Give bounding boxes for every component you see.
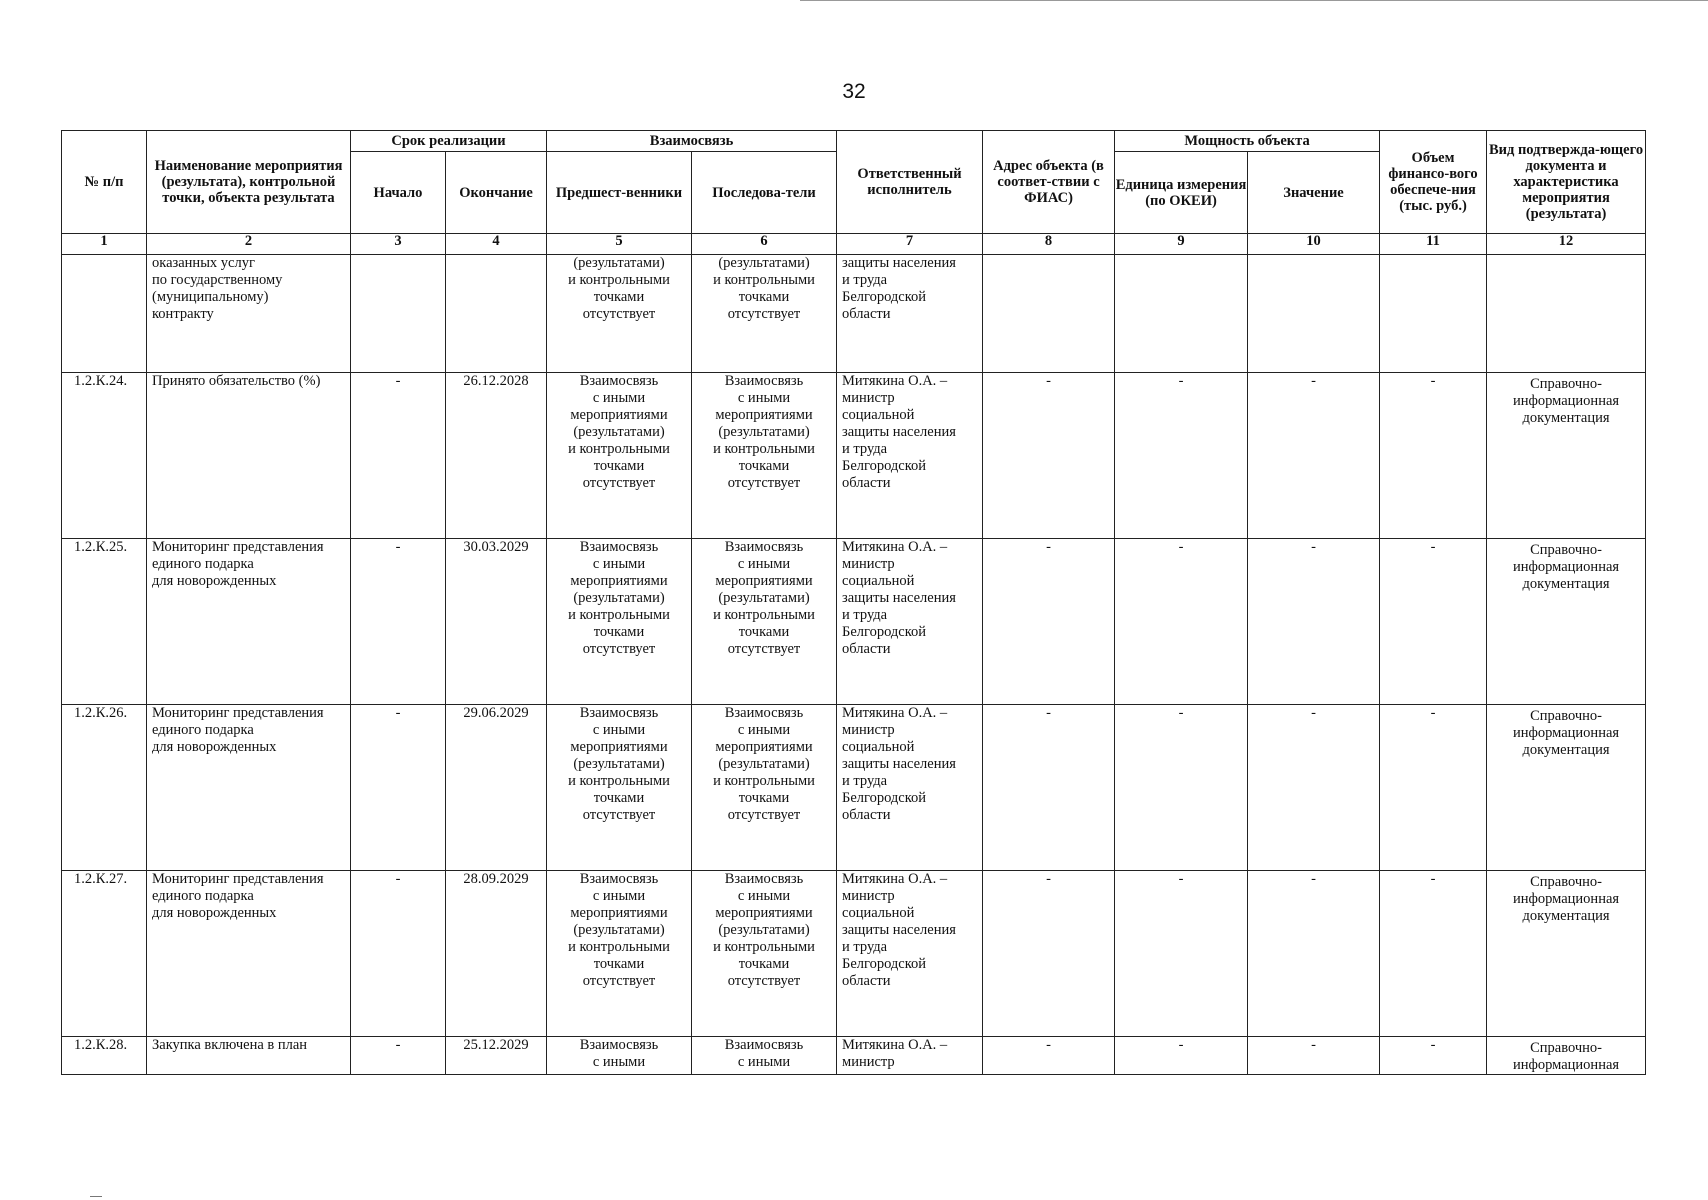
header-num: № п/п [62, 131, 147, 234]
cell-line: и контрольными [713, 773, 815, 789]
table-row [62, 705, 1646, 871]
cell-unit: - [1115, 373, 1248, 539]
cell-line: и контрольными [713, 607, 815, 623]
cell-finance [1380, 255, 1487, 373]
cell-line: области [842, 475, 891, 491]
cell-line: Взаимосвязь [724, 871, 804, 887]
column-number: 10 [1248, 234, 1380, 255]
cell-unit: - [1115, 539, 1248, 705]
cell-name [147, 705, 351, 871]
cell-line: и контрольными [568, 773, 670, 789]
cell-line: (результатами) [718, 590, 810, 606]
cell-line: Взаимосвязь [579, 539, 659, 555]
cell-line: с иными [592, 722, 646, 738]
cell-line: Взаимосвязь [724, 539, 804, 555]
cell-line: министр [842, 722, 895, 738]
cell-line: точками [593, 458, 645, 474]
cell-line: мероприятиями [570, 905, 668, 921]
cell-line: отсутствует [727, 807, 801, 823]
cell-address: - [983, 373, 1115, 539]
cell-value: - [1248, 539, 1380, 705]
cell-line: информационная [1512, 725, 1620, 741]
cell-line: (результатами) [573, 255, 665, 271]
cell-line: с иными [737, 556, 791, 572]
column-number: 2 [147, 234, 351, 255]
cell-successors [692, 539, 837, 705]
cell-line: защиты населения [842, 922, 956, 938]
cell-predecessors [547, 871, 692, 1037]
cell-line: с иными [737, 888, 791, 904]
cell-value [1248, 255, 1380, 373]
table-body [62, 255, 1646, 1075]
cell-start: - [351, 539, 446, 705]
cell-line: и контрольными [568, 441, 670, 457]
cell-line: точками [593, 956, 645, 972]
cell-start: - [351, 871, 446, 1037]
cell-line: защиты населения [842, 756, 956, 772]
cell-line: Справочно- [1530, 708, 1602, 724]
cell-line: (результатами) [573, 590, 665, 606]
cell-line: социальной [842, 905, 915, 921]
top-rule [800, 0, 1708, 1]
cell-line: и труда [842, 773, 888, 789]
cell-predecessors [547, 255, 692, 373]
cell-responsible [837, 255, 983, 373]
column-number-row [62, 234, 1646, 255]
cell-line: информационная [1512, 891, 1620, 907]
column-number: 4 [446, 234, 547, 255]
cell-line: области [842, 641, 891, 657]
cell-line: точками [738, 624, 790, 640]
cell-end: 30.03.2029 [446, 539, 547, 705]
cell-value: - [1248, 705, 1380, 871]
cell-line: документация [1522, 410, 1610, 426]
cell-name [147, 1037, 351, 1075]
cell-line: (результатами) [718, 255, 810, 271]
cell-num: 1.2.К.27. [62, 871, 147, 1037]
header-link-group: Взаимосвязь [547, 131, 837, 152]
cell-successors [692, 255, 837, 373]
cell-name [147, 255, 351, 373]
cell-successors [692, 871, 837, 1037]
cell-document [1487, 539, 1646, 705]
cell-line: области [842, 306, 891, 322]
cell-responsible [837, 539, 983, 705]
cell-value: - [1248, 373, 1380, 539]
cell-line: и контрольными [713, 441, 815, 457]
header-unit: Единица измерения (по ОКЕИ) [1115, 152, 1248, 234]
column-number: 11 [1380, 234, 1487, 255]
column-number: 3 [351, 234, 446, 255]
cell-line: единого подарка [152, 556, 254, 572]
cell-num: 1.2.К.24. [62, 373, 147, 539]
column-number: 1 [62, 234, 147, 255]
cell-line: точками [738, 956, 790, 972]
cell-end: 28.09.2029 [446, 871, 547, 1037]
cell-line: мероприятиями [715, 905, 813, 921]
cell-address [983, 255, 1115, 373]
cell-line: и труда [842, 272, 888, 288]
column-number: 7 [837, 234, 983, 255]
cell-line: мероприятиями [570, 573, 668, 589]
cell-line: точками [593, 289, 645, 305]
cell-end: 25.12.2029 [446, 1037, 547, 1075]
header-start: Начало [351, 152, 446, 234]
cell-unit [1115, 255, 1248, 373]
column-number: 5 [547, 234, 692, 255]
header-successors: Последова-тели [692, 152, 837, 234]
cell-line: области [842, 973, 891, 989]
cell-line: с иными [592, 556, 646, 572]
cell-line: Взаимосвязь [579, 373, 659, 389]
footer-mark [90, 1196, 102, 1197]
cell-value: - [1248, 1037, 1380, 1075]
cell-line: Митякина О.А. – [842, 871, 948, 887]
cell-line: точками [593, 790, 645, 806]
cell-successors [692, 373, 837, 539]
cell-line: отсутствует [727, 306, 801, 322]
cell-start: - [351, 373, 446, 539]
cell-line: точками [593, 624, 645, 640]
cell-line: для новорожденных [152, 573, 277, 589]
cell-document [1487, 255, 1646, 373]
cell-line: Митякина О.А. – [842, 705, 948, 721]
header-predecessors: Предшест-венники [547, 152, 692, 234]
cell-address: - [983, 871, 1115, 1037]
column-number: 12 [1487, 234, 1646, 255]
cell-line: Мониторинг представления [152, 539, 324, 555]
cell-line: защиты населения [842, 255, 956, 271]
header-responsible: Ответственный исполнитель [837, 131, 983, 234]
cell-responsible [837, 705, 983, 871]
cell-line: отсутствует [582, 807, 656, 823]
cell-finance: - [1380, 871, 1487, 1037]
cell-line: информационная [1512, 393, 1620, 409]
cell-num: 1.2.К.25. [62, 539, 147, 705]
cell-predecessors [547, 539, 692, 705]
header-end: Окончание [446, 152, 547, 234]
cell-name [147, 539, 351, 705]
cell-address: - [983, 705, 1115, 871]
table-row [62, 255, 1646, 373]
cell-line: документация [1522, 576, 1610, 592]
cell-line: мероприятиями [715, 407, 813, 423]
cell-line: (муниципальному) [152, 289, 269, 305]
cell-line: Белгородской [842, 624, 927, 640]
cell-line: Взаимосвязь [579, 705, 659, 721]
cell-line: информационная [1512, 559, 1620, 575]
table-row [62, 539, 1646, 705]
cell-line: и контрольными [568, 939, 670, 955]
table-row [62, 871, 1646, 1037]
cell-line: и контрольными [713, 939, 815, 955]
cell-line: и контрольными [568, 272, 670, 288]
cell-line: министр [842, 888, 895, 904]
cell-line: единого подарка [152, 722, 254, 738]
cell-unit: - [1115, 705, 1248, 871]
header-name: Наименование мероприятия (результата), контрольной точки, объекта результата [147, 131, 351, 234]
cell-line: отсутствует [727, 973, 801, 989]
cell-line: отсутствует [727, 641, 801, 657]
cell-line: Принято обязательство (%) [152, 373, 321, 389]
cell-line: оказанных услуг [152, 255, 255, 271]
cell-line: с иными [737, 390, 791, 406]
cell-line: Митякина О.А. – [842, 1037, 948, 1053]
column-number: 9 [1115, 234, 1248, 255]
cell-line: мероприятиями [715, 739, 813, 755]
cell-document [1487, 373, 1646, 539]
cell-line: защиты населения [842, 590, 956, 606]
cell-start: - [351, 705, 446, 871]
cell-value: - [1248, 871, 1380, 1037]
cell-predecessors [547, 1037, 692, 1075]
cell-line: и труда [842, 607, 888, 623]
cell-line: Справочно- [1530, 376, 1602, 392]
cell-line: (результатами) [573, 424, 665, 440]
cell-name [147, 373, 351, 539]
cell-unit: - [1115, 1037, 1248, 1075]
cell-line: документация [1522, 908, 1610, 924]
header-term-group: Срок реализации [351, 131, 547, 152]
cell-line: по государственному [152, 272, 283, 288]
cell-address: - [983, 1037, 1115, 1075]
cell-line: (результатами) [718, 424, 810, 440]
cell-line: Белгородской [842, 956, 927, 972]
cell-line: с иными [737, 722, 791, 738]
cell-line: социальной [842, 739, 915, 755]
cell-line: Взаимосвязь [724, 705, 804, 721]
cell-predecessors [547, 705, 692, 871]
cell-line: и контрольными [568, 607, 670, 623]
cell-unit: - [1115, 871, 1248, 1037]
cell-line: отсутствует [582, 306, 656, 322]
cell-line: Взаимосвязь [724, 1037, 804, 1053]
cell-line: (результатами) [718, 756, 810, 772]
cell-document [1487, 1037, 1646, 1075]
cell-line: Взаимосвязь [724, 373, 804, 389]
cell-line: Мониторинг представления [152, 871, 324, 887]
column-number: 6 [692, 234, 837, 255]
cell-line: единого подарка [152, 888, 254, 904]
cell-line: министр [842, 556, 895, 572]
cell-line: и труда [842, 939, 888, 955]
cell-line: отсутствует [582, 973, 656, 989]
cell-start [351, 255, 446, 373]
cell-line: точками [738, 458, 790, 474]
table-header [62, 131, 1646, 255]
cell-line: министр [842, 1054, 895, 1070]
cell-line: Справочно- [1530, 542, 1602, 558]
cell-line: Мониторинг представления [152, 705, 324, 721]
cell-predecessors [547, 373, 692, 539]
cell-line: Белгородской [842, 790, 927, 806]
cell-finance: - [1380, 1037, 1487, 1075]
cell-line: области [842, 807, 891, 823]
cell-line: Белгородской [842, 289, 927, 305]
cell-document [1487, 871, 1646, 1037]
cell-line: мероприятиями [570, 407, 668, 423]
cell-end [446, 255, 547, 373]
cell-line: мероприятиями [570, 739, 668, 755]
cell-line: контракту [152, 306, 214, 322]
cell-finance: - [1380, 373, 1487, 539]
cell-line: Взаимосвязь [579, 871, 659, 887]
cell-line: и контрольными [713, 272, 815, 288]
cell-line: отсутствует [582, 475, 656, 491]
page-number: 32 [842, 80, 866, 103]
cell-line: для новорожденных [152, 905, 277, 921]
cell-line: с иными [592, 1054, 646, 1070]
cell-line: Справочно- [1530, 874, 1602, 890]
cell-end: 29.06.2029 [446, 705, 547, 871]
cell-line: Взаимосвязь [579, 1037, 659, 1053]
cell-name [147, 871, 351, 1037]
cell-line: отсутствует [582, 641, 656, 657]
header-value: Значение [1248, 152, 1380, 234]
cell-line: (результатами) [573, 756, 665, 772]
cell-start: - [351, 1037, 446, 1075]
cell-line: точками [738, 289, 790, 305]
cell-line: (результатами) [573, 922, 665, 938]
cell-line: мероприятиями [715, 573, 813, 589]
cell-finance: - [1380, 539, 1487, 705]
cell-document [1487, 705, 1646, 871]
cell-line: Закупка включена в план [152, 1037, 308, 1053]
cell-line: информационная [1512, 1057, 1620, 1073]
header-power-group: Мощность объекта [1115, 131, 1380, 152]
cell-num: 1.2.К.26. [62, 705, 147, 871]
cell-responsible [837, 1037, 983, 1075]
cell-finance: - [1380, 705, 1487, 871]
cell-successors [692, 705, 837, 871]
cell-address: - [983, 539, 1115, 705]
cell-line: министр [842, 390, 895, 406]
cell-line: Справочно- [1530, 1040, 1602, 1056]
header-finance: Объем финансо-вого обеспече-ния (тыс. руб.) [1380, 131, 1487, 234]
cell-line: с иными [592, 390, 646, 406]
cell-responsible [837, 373, 983, 539]
cell-responsible [837, 871, 983, 1037]
cell-line: социальной [842, 407, 915, 423]
header-document: Вид подтвержда-ющего документа и характеристика мероприятия (результата) [1487, 131, 1646, 234]
cell-line: отсутствует [727, 475, 801, 491]
cell-line: и труда [842, 441, 888, 457]
cell-line: защиты населения [842, 424, 956, 440]
cell-line: с иными [737, 1054, 791, 1070]
cell-line: точками [738, 790, 790, 806]
cell-successors [692, 1037, 837, 1075]
cell-line: для новорожденных [152, 739, 277, 755]
header-address: Адрес объекта (в соответ-ствии с ФИАС) [983, 131, 1115, 234]
column-number: 8 [983, 234, 1115, 255]
cell-line: Митякина О.А. – [842, 373, 948, 389]
cell-line: Белгородской [842, 458, 927, 474]
cell-num [62, 255, 147, 373]
cell-line: с иными [592, 888, 646, 904]
table-row [62, 373, 1646, 539]
cell-line: (результатами) [718, 922, 810, 938]
cell-num: 1.2.К.28. [62, 1037, 147, 1075]
cell-line: социальной [842, 573, 915, 589]
cell-end: 26.12.2028 [446, 373, 547, 539]
cell-line: документация [1522, 742, 1610, 758]
table-row [62, 1037, 1646, 1075]
plan-table [61, 130, 1646, 1075]
cell-line: Митякина О.А. – [842, 539, 948, 555]
